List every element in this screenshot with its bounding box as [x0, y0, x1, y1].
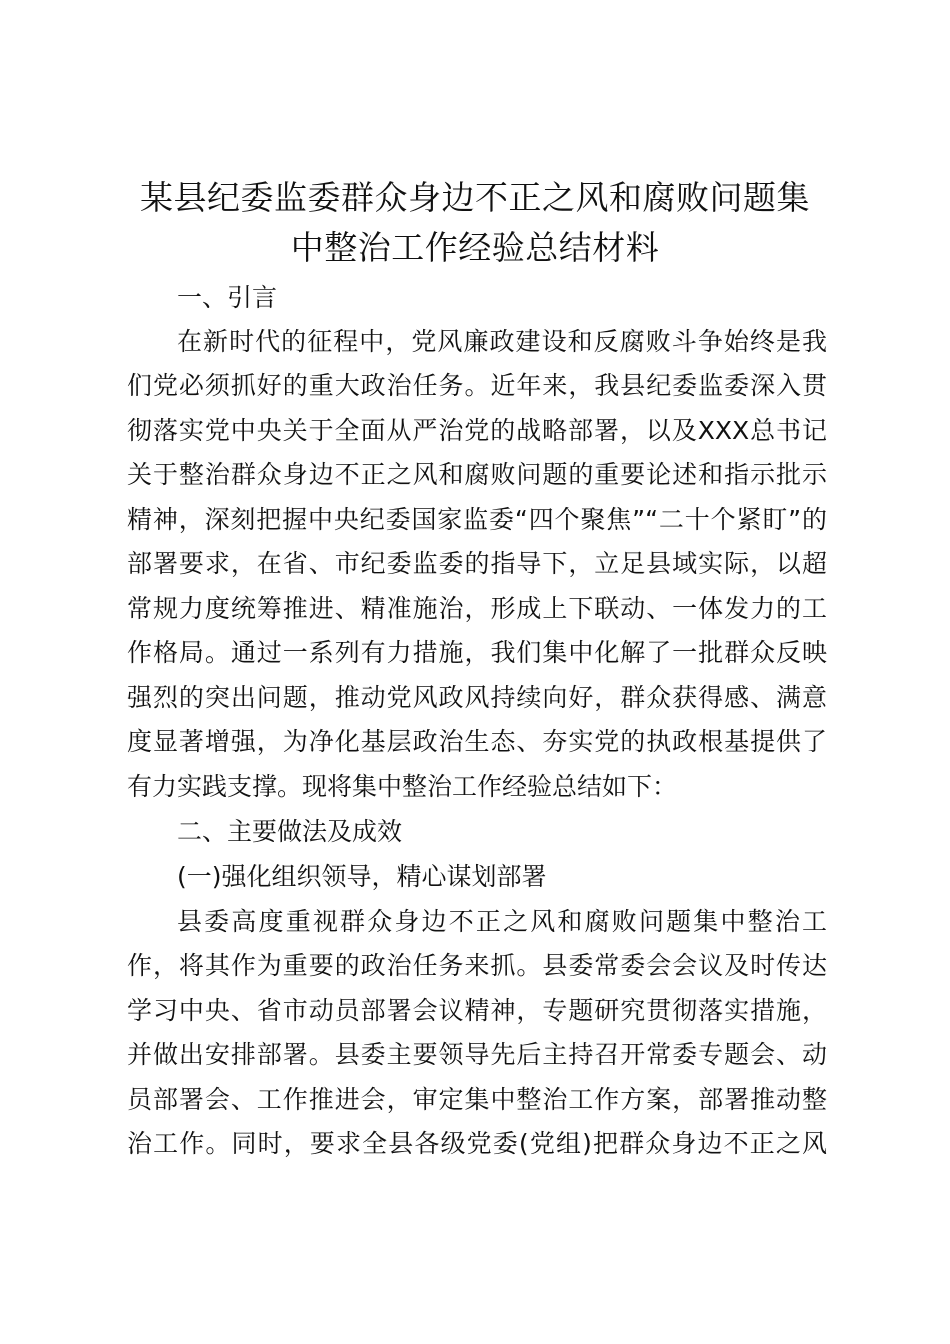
paragraph-line: 部署要求，在省、市纪委监委的指导下，立足县域实际，以超 — [127, 549, 827, 578]
document-title-line-1: 某县纪委监委群众身边不正之风和腐败问题集 — [140, 178, 810, 217]
paragraph-line: 员部署会、工作推进会，审定集中整治工作方案，部署推动整 — [127, 1085, 827, 1114]
paragraph-line: 们党必须抓好的重大政治任务。近年来，我县纪委监委深入贯 — [127, 371, 827, 400]
paragraph-line: 关于整治群众身边不正之风和腐败问题的重要论述和指示批示 — [127, 460, 827, 489]
paragraph-line: 常规力度统筹推进、精准施治，形成上下联动、一体发力的工 — [127, 594, 827, 623]
paragraph-line: 县委高度重视群众身边不正之风和腐败问题集中整治工 — [177, 907, 827, 936]
paragraph-line: 有力实践支撑。现将集中整治工作经验总结如下： — [127, 772, 678, 801]
paragraph-line: 作格局。通过一系列有力措施，我们集中化解了一批群众反映 — [127, 638, 827, 667]
paragraph-line: 强烈的突出问题，推动党风政风持续向好，群众获得感、满意 — [127, 683, 827, 712]
paragraph-line: 在新时代的征程中，党风廉政建设和反腐败斗争始终是我 — [177, 327, 827, 356]
paragraph-line: 彻落实党中央关于全面从严治党的战略部署，以及XXX总书记 — [127, 416, 827, 445]
paragraph-line: 治工作。同时，要求全县各级党委(党组)把群众身边不正之风 — [127, 1129, 827, 1158]
subsection-heading-leadership: (一)强化组织领导，精心谋划部署 — [177, 862, 547, 891]
document-title-line-2: 中整治工作经验总结材料 — [290, 228, 660, 267]
paragraph-line: 并做出安排部署。县委主要领导先后主持召开常委专题会、动 — [127, 1040, 827, 1069]
paragraph-line: 度显著增强，为净化基层政治生态、夯实党的执政根基提供了 — [127, 727, 827, 756]
paragraph-line: 作，将其作为重要的政治任务来抓。县委常委会会议及时传达 — [127, 951, 827, 980]
paragraph-line: 学习中央、省市动员部署会议精神，专题研究贯彻落实措施， — [127, 996, 827, 1025]
paragraph-line: 精神，深刻把握中央纪委国家监委“四个聚焦”“二十个紧盯”的 — [127, 505, 827, 534]
section-heading-introduction: 一、引言 — [177, 283, 278, 312]
section-heading-main-practices: 二、主要做法及成效 — [177, 817, 403, 846]
